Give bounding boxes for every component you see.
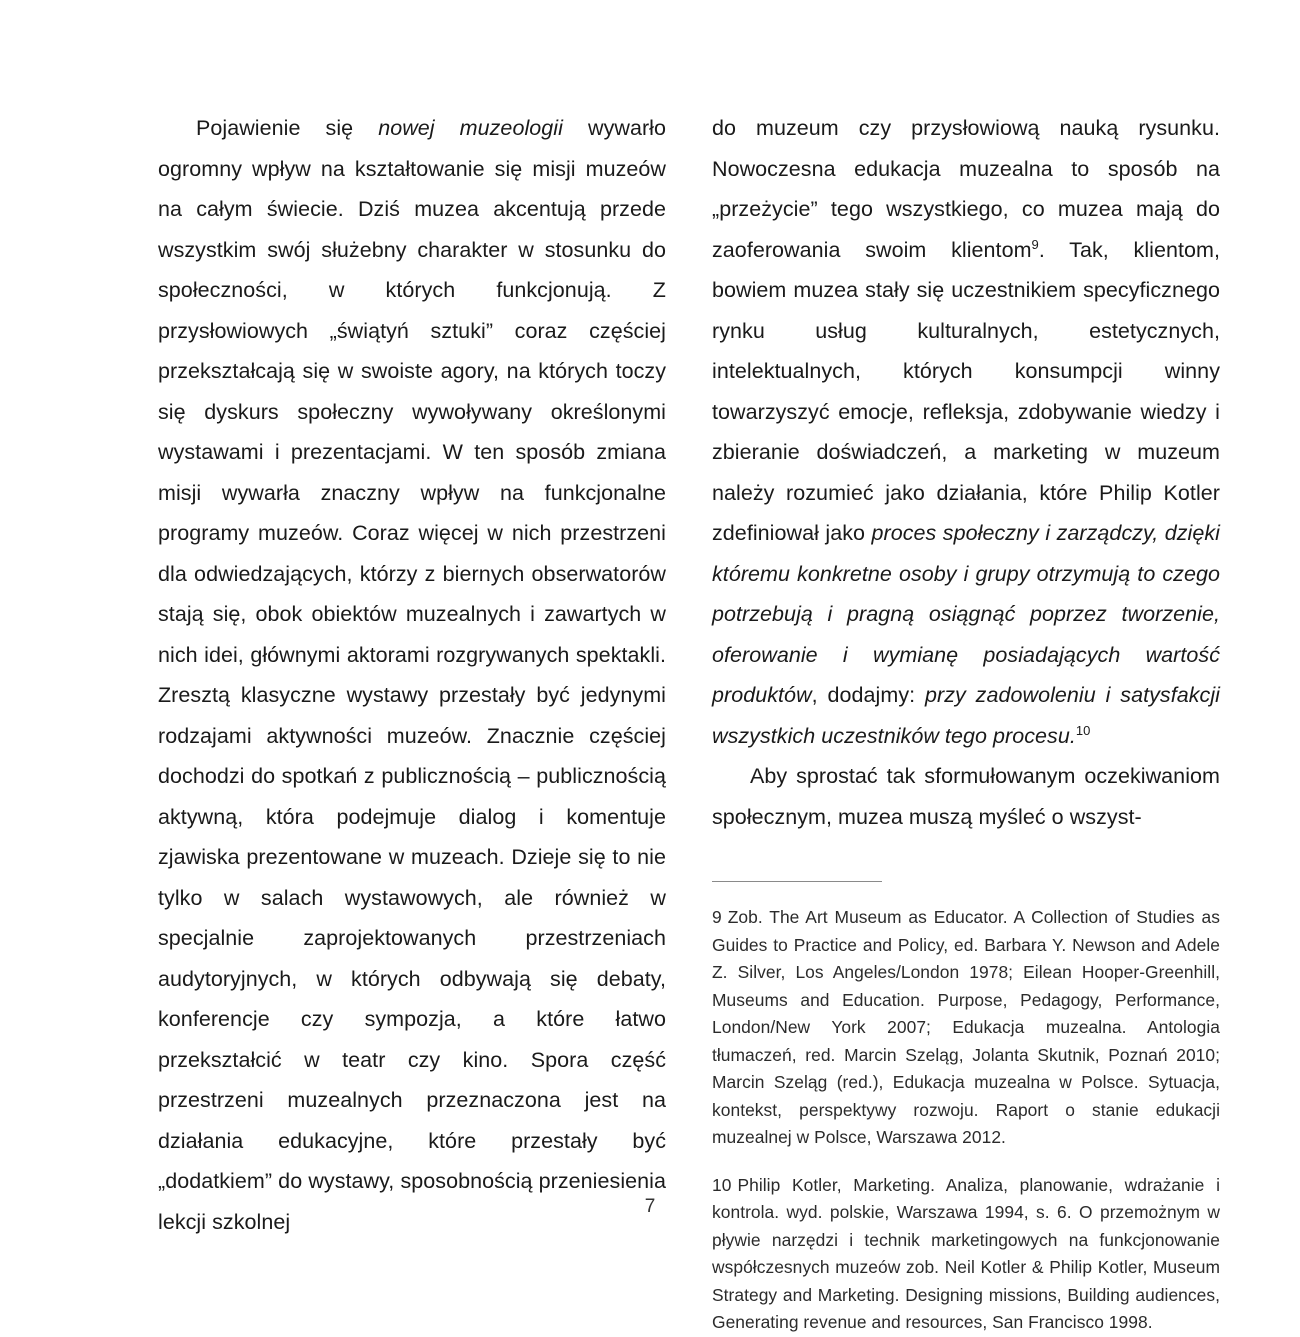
- italic-quote-satisfaction: przy zadowoleniu i satysfakcji wszystkich uczestników tego procesu.: [712, 683, 1220, 748]
- right-column: [712, 108, 1220, 1337]
- footnote-marker-10: 10: [1075, 722, 1091, 738]
- footnote-marker-9: 9: [1031, 236, 1039, 252]
- footnote-number: 9: [712, 907, 722, 927]
- left-column-paragraph: [158, 108, 666, 1242]
- footnote-text: Zob. The Art Museum as Educator. A Collection of Studies as Guides to Practice and Policy, ed. Barbara Y. Newson and Adele Z. Silver, Los Angeles/London 1978; Eilean Hooper-Greenhill, Museums and Education. Purpose, Pedagogy, Performance, London/New York 2007; Edukacja muzealna. Antologia tłumaczeń, red. Marcin Szeląg, Jolanta Skutnik, Poznań 2010; Marcin Szeląg (red.), Edukacja muzealna w Polsce. Sytuacja, kontekst, perspektywy rozwoju. Raport o stanie edukacji muzealnej w Polsce, Warszawa 2012.: [712, 907, 1220, 1147]
- text-columns: [158, 108, 1220, 1337]
- paragraph-text-b: wywarło ogromny wpływ na kształtowanie się misji muzeów na całym świecie. Dziś muzea akcentują przede wszystkim swój służebny charakter w stosunku do społeczności, w których funkcjonują. Z przysłowiowych „świątyń sztuki” coraz częściej przekształcają się w swoiste agory, na których toczy się dyskurs społeczny wywoływany określonymi wystawami i prezentacjami. W ten sposób zmiana misji wywarła znaczny wpływ na funkcjonalne programy muzeów. Coraz więcej w nich przestrzeni dla odwiedzających, którzy z biernych obserwatorów stają się, obok obiektów muzealnych i zawartych w nich idei, głównymi aktorami rozgrywanych spektakli. Zresztą klasyczne wystawy przestały być jedynymi rodzajami aktywności muzeów. Znacznie częściej dochodzi do spotkań z publicznością – publicznością aktywną, która podejmuje dialog i komentuje zjawiska prezentowane w muzeach. Dzieje się to nie tylko w salach wystawowych, ale również w specjalnie zaprojektowanych przestrzeniach audytoryjnych, w których odbywają się debaty, konferencje czy sympozja, a które łatwo przekształcić w teatr czy kino. Spora część przestrzeni muzealnych przeznaczona jest na działania edukacyjne, które przestały być „dodatkiem” do wystawy, sposobnością przeniesienia lekcji szkolnej: [158, 116, 666, 1234]
- left-column: [158, 108, 666, 1337]
- right-column-paragraph-2: Aby sprostać tak sformułowanym oczekiwaniom społecznym, muzea muszą myśleć o wszyst-: [712, 764, 1220, 829]
- italic-phrase-nowej-muzeologii: nowej muzeologii: [378, 116, 563, 140]
- paragraph-text-b: . Tak, klientom, bowiem muzea stały się uczestnikiem specyficznego rynku usług kulturalnych, estetycznych, intelektualnych, których konsumpcji winny towarzyszyć emocje, refleksja, zdobywanie wiedzy i zbieranie doświadczeń, a marketing w muzeum należy rozumieć jako działania, które Philip Kotler zdefiniował jako: [712, 237, 1220, 545]
- footnote-number: 10: [712, 1174, 732, 1195]
- footnote-item-9: [712, 904, 1220, 1152]
- page-number: 7: [644, 1196, 656, 1217]
- paragraph-text-c: , dodajmy:: [811, 683, 926, 707]
- footnote-text: Philip Kotler, Marketing. Analiza, planowanie, wdrażanie i kontrola. wyd. polskie, Warszawa 1994, s. 6. O przemożnym w pływie narzędzi i technik marketingowych na funkcjonowanie współczesnych muzeów zob. Neil Kotler & Philip Kotler, Museum Strategy and Marketing. Designing missions, Building audiences, Generating revenue and resources, San Francisco 1998.: [712, 1174, 1220, 1332]
- footnote-separator: [712, 881, 882, 882]
- italic-quote-kotler-definition: proces społeczny i zarządczy, dzięki któremu konkretne osoby i grupy otrzymują to czego potrzebują i pragną osiągnąć poprzez tworzenie, oferowanie i wymianę posiadających wartość produktów: [712, 521, 1221, 707]
- paragraph-text-a: Pojawienie się: [196, 116, 379, 140]
- paragraph-text-a: do muzeum czy przysłowiową nauką rysunku. Nowoczesna edukacja muzealna to sposób na „przeżycie” tego wszystkiego, co muzea mają do zaoferowania swoim klientom: [712, 116, 1220, 262]
- footnotes-block: [712, 904, 1220, 1337]
- right-column-paragraph-1: [712, 108, 1220, 756]
